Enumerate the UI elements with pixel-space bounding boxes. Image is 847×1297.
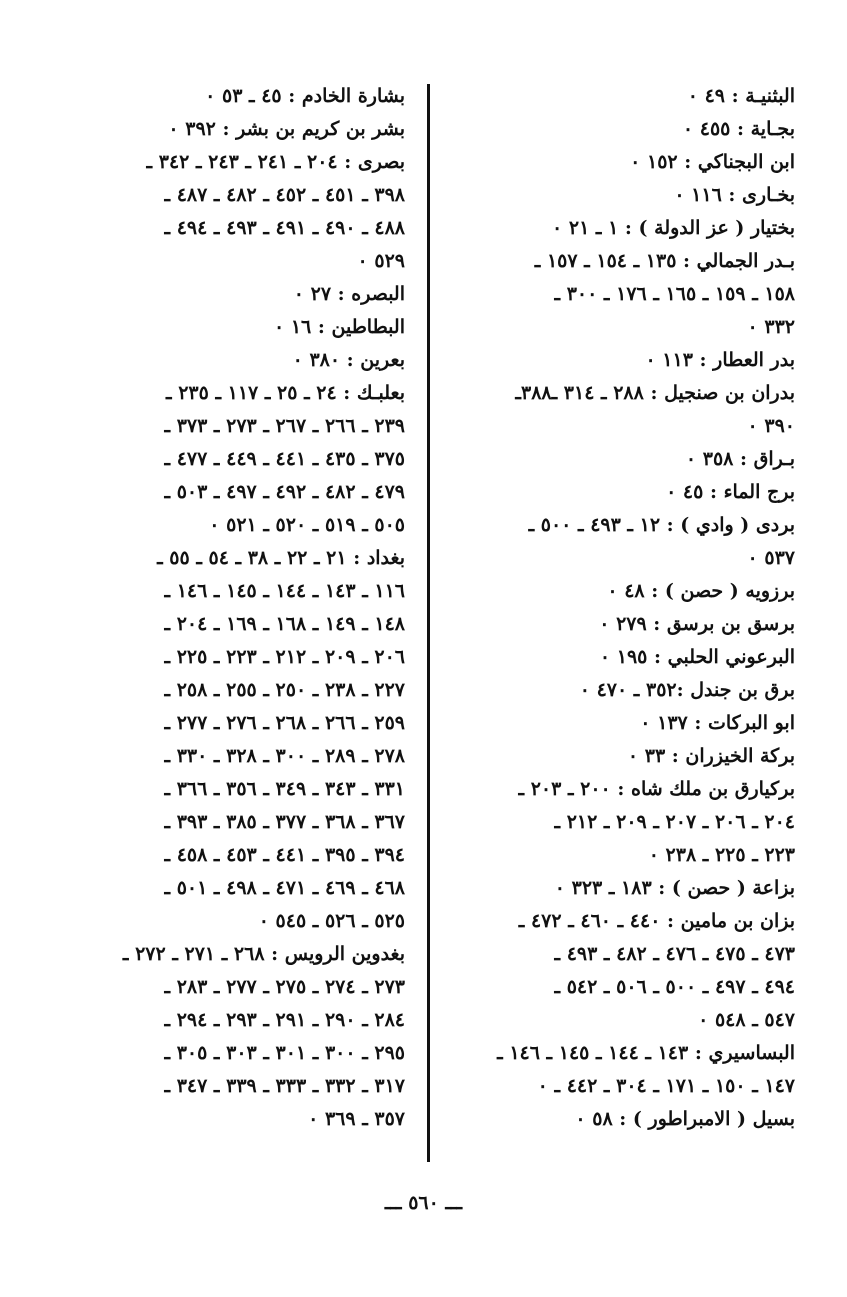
index-entry-line: بسيل ( الامبراطور ) : ٥٨ ٠ (575, 1108, 795, 1130)
index-entry-line: البطاطين : ١٦ ٠ (273, 316, 405, 338)
index-entry-line: ٢٠٦ ـ ٢٠٩ ـ ٢١٢ ـ ٢٢٣ ـ ٢٢٥ ـ (164, 646, 405, 668)
index-entry-line: بغداد : ٢١ ـ ٢٢ ـ ٣٨ ـ ٥٤ ـ ٥٥ ـ (157, 547, 405, 569)
index-entry-line: ٣٩٠ ٠ (747, 415, 795, 437)
index-entry-line: ١٥٨ ـ ١٥٩ ـ ١٦٥ ـ ١٧٦ ـ ٣٠٠ ـ (554, 283, 795, 305)
index-entry-line: ٣٣١ ـ ٣٤٣ ـ ٣٤٩ ـ ٣٥٦ ـ ٣٦٦ ـ (164, 778, 405, 800)
index-entry-line: ٢٧٨ ـ ٢٨٩ ـ ٣٠٠ ـ ٣٢٨ ـ ٣٣٠ ـ (164, 745, 405, 767)
index-entry-line: ٣٣٢ ٠ (747, 316, 795, 338)
index-entry-line: ١١٦ ـ ١٤٣ ـ ١٤٤ ـ ١٤٥ ـ ١٤٦ ـ (164, 580, 405, 602)
index-entry-line: ٣٥٧ ـ ٣٦٩ ٠ (308, 1108, 405, 1130)
index-entry-line: ٣٩٤ ـ ٣٩٥ ـ ٤٤١ ـ ٤٥٣ ـ ٤٥٨ ـ (164, 844, 405, 866)
index-entry-line: بخـارى : ١١٦ ٠ (674, 184, 795, 206)
index-entry-line: ٤٧٣ ـ ٤٧٥ ـ ٤٧٦ ـ ٤٨٢ ـ ٤٩٣ ـ (554, 943, 795, 965)
index-entry-line: بركة الخيزران : ٣٣ ٠ (627, 745, 795, 767)
left-index-column (35, 80, 405, 1136)
index-entry-line: ٢٠٤ ـ ٢٠٦ ـ ٢٠٧ ـ ٢٠٩ ـ ٢١٢ ـ (554, 811, 795, 833)
index-entry-line: ٢٨٤ ـ ٢٩٠ ـ ٢٩١ ـ ٢٩٣ ـ ٢٩٤ ـ (164, 1009, 405, 1031)
index-entry-line: ٢٣٩ ـ ٢٦٦ ـ ٢٦٧ ـ ٢٧٣ ـ ٣٧٣ ـ (164, 415, 405, 437)
index-entry-line: البرعوني الحلبي : ١٩٥ ٠ (599, 646, 795, 668)
index-entry-line: بعرين : ٣٨٠ ٠ (292, 349, 405, 371)
index-entry-line: ابو البركات : ١٣٧ ٠ (640, 712, 795, 734)
index-entry-line: ٥٢٩ ٠ (357, 250, 405, 272)
index-entry-line: بـراق : ٣٥٨ ٠ (685, 448, 795, 470)
right-index-column (433, 80, 795, 1136)
index-entry-line: البثنيـة : ٤٩ ٠ (687, 85, 795, 107)
index-entry-line: ابن البجناكي : ١٥٢ ٠ (630, 151, 795, 173)
index-entry-line: بدر العطار : ١١٣ ٠ (645, 349, 795, 371)
index-entry-line: برزويه ( حصن ) : ٤٨ ٠ (607, 580, 795, 602)
page-number: ـــ ٥٦٠ ـــ (384, 1192, 463, 1214)
index-entry-line: ٤٦٨ ـ ٤٦٩ ـ ٤٧١ ـ ٤٩٨ ـ ٥٠١ ـ (164, 877, 405, 899)
index-entry-line: ١٤٧ ـ ١٥٠ ـ ١٧١ ـ ٣٠٤ ـ ٤٤٢ ـ ٠ (537, 1075, 795, 1097)
index-entry-line: بجـاية : ٤٥٥ ٠ (682, 118, 795, 140)
index-entry-line: ٣١٧ ـ ٣٣٢ ـ ٣٣٣ ـ ٣٣٩ ـ ٣٤٧ ـ (164, 1075, 405, 1097)
index-entry-line: ٢٩٥ ـ ٣٠٠ ـ ٣٠١ ـ ٣٠٣ ـ ٣٠٥ ـ (164, 1042, 405, 1064)
index-entry-line: برسق بن برسق : ٢٧٩ ٠ (599, 613, 795, 635)
index-entry-line: بزان بن مامين : ٤٤٠ ـ ٤٦٠ ـ ٤٧٢ ـ (518, 910, 795, 932)
index-entry-line: ٢٢٧ ـ ٢٣٨ ـ ٢٥٠ ـ ٢٥٥ ـ ٢٥٨ ـ (164, 679, 405, 701)
index-entry-line: بصرى : ٢٠٤ ـ ٢٤١ ـ ٢٤٣ ـ ٣٤٢ ـ (146, 151, 405, 173)
index-entry-line: البساسيري : ١٤٣ ـ ١٤٤ ـ ١٤٥ ـ ١٤٦ ـ (497, 1042, 795, 1064)
index-entry-line: بزاعة ( حصن ) : ١٨٣ ـ ٣٢٣ ٠ (554, 877, 795, 899)
index-entry-line: ٣٧٥ ـ ٤٣٥ ـ ٤٤١ ـ ٤٤٩ ـ ٤٧٧ ـ (164, 448, 405, 470)
index-entry-line: بدران بن صنجيل : ٢٨٨ ـ ٣١٤ ـ٣٨٨ـ (515, 382, 795, 404)
index-entry-line: ٢٧٣ ـ ٢٧٤ ـ ٢٧٥ ـ ٢٧٧ ـ ٢٨٣ ـ (164, 976, 405, 998)
index-entry-line: ٥٣٧ ٠ (747, 547, 795, 569)
index-entry-line: بختيار ( عز الدولة ) : ١ ـ ٢١ ٠ (552, 217, 795, 239)
index-entry-line: برق بن جندل :٣٥٢ ـ ٤٧٠ ٠ (579, 679, 795, 701)
index-entry-line: البصره : ٢٧ ٠ (293, 283, 405, 305)
index-entry-line: بشر بن كريم بن بشر : ٣٩٢ ٠ (168, 118, 405, 140)
index-entry-line: ٣٦٧ ـ ٣٦٨ ـ ٣٧٧ ـ ٣٨٥ ـ ٣٩٣ ـ (164, 811, 405, 833)
index-entry-line: ٣٩٨ ـ ٤٥١ ـ ٤٥٢ ـ ٤٨٢ ـ ٤٨٧ ـ (164, 184, 405, 206)
index-entry-line: بردى ( وادي ) : ١٢ ـ ٤٩٣ ـ ٥٠٠ ـ (528, 514, 795, 536)
index-entry-line: ٢٢٣ ـ ٢٢٥ ـ ٢٣٨ ٠ (648, 844, 795, 866)
index-entry-line: ٤٨٨ ـ ٤٩٠ ـ ٤٩١ ـ ٤٩٣ ـ ٤٩٤ ـ (164, 217, 405, 239)
column-divider (427, 84, 430, 1162)
index-entry-line: بشارة الخادم : ٤٥ ـ ٥٣ ٠ (205, 85, 405, 107)
index-entry-line: ٥٠٥ ـ ٥١٩ ـ ٥٢٠ ـ ٥٢١ ٠ (209, 514, 405, 536)
index-entry-line: بـدر الجمالي : ١٣٥ ـ ١٥٤ ـ ١٥٧ ـ (534, 250, 795, 272)
index-entry-line: برج الماء : ٤٥ ٠ (666, 481, 795, 503)
index-entry-line: ٥٢٥ ـ ٥٢٦ ـ ٥٤٥ ٠ (258, 910, 405, 932)
index-entry-line: ٢٥٩ ـ ٢٦٦ ـ ٢٦٨ ـ ٢٧٦ ـ ٢٧٧ ـ (164, 712, 405, 734)
index-entry-line: ٤٧٩ ـ ٤٨٢ ـ ٤٩٢ ـ ٤٩٧ ـ ٥٠٣ ـ (164, 481, 405, 503)
index-entry-line: بعلبـك : ٢٤ ـ ٢٥ ـ ١١٧ ـ ٢٣٥ ـ (166, 382, 405, 404)
index-entry-line: ٤٩٤ ـ ٤٩٧ ـ ٥٠٠ ـ ٥٠٦ ـ ٥٤٢ ـ (554, 976, 795, 998)
index-entry-line: بغدوين الرويس : ٢٦٨ ـ ٢٧١ ـ ٢٧٢ ـ (122, 943, 405, 965)
index-entry-line: بركيارق بن ملك شاه : ٢٠٠ ـ ٢٠٣ ـ (518, 778, 795, 800)
index-entry-line: ٥٤٧ ـ ٥٤٨ ٠ (698, 1009, 795, 1031)
index-entry-line: ١٤٨ ـ ١٤٩ ـ ١٦٨ ـ ١٦٩ ـ ٢٠٤ ـ (164, 613, 405, 635)
